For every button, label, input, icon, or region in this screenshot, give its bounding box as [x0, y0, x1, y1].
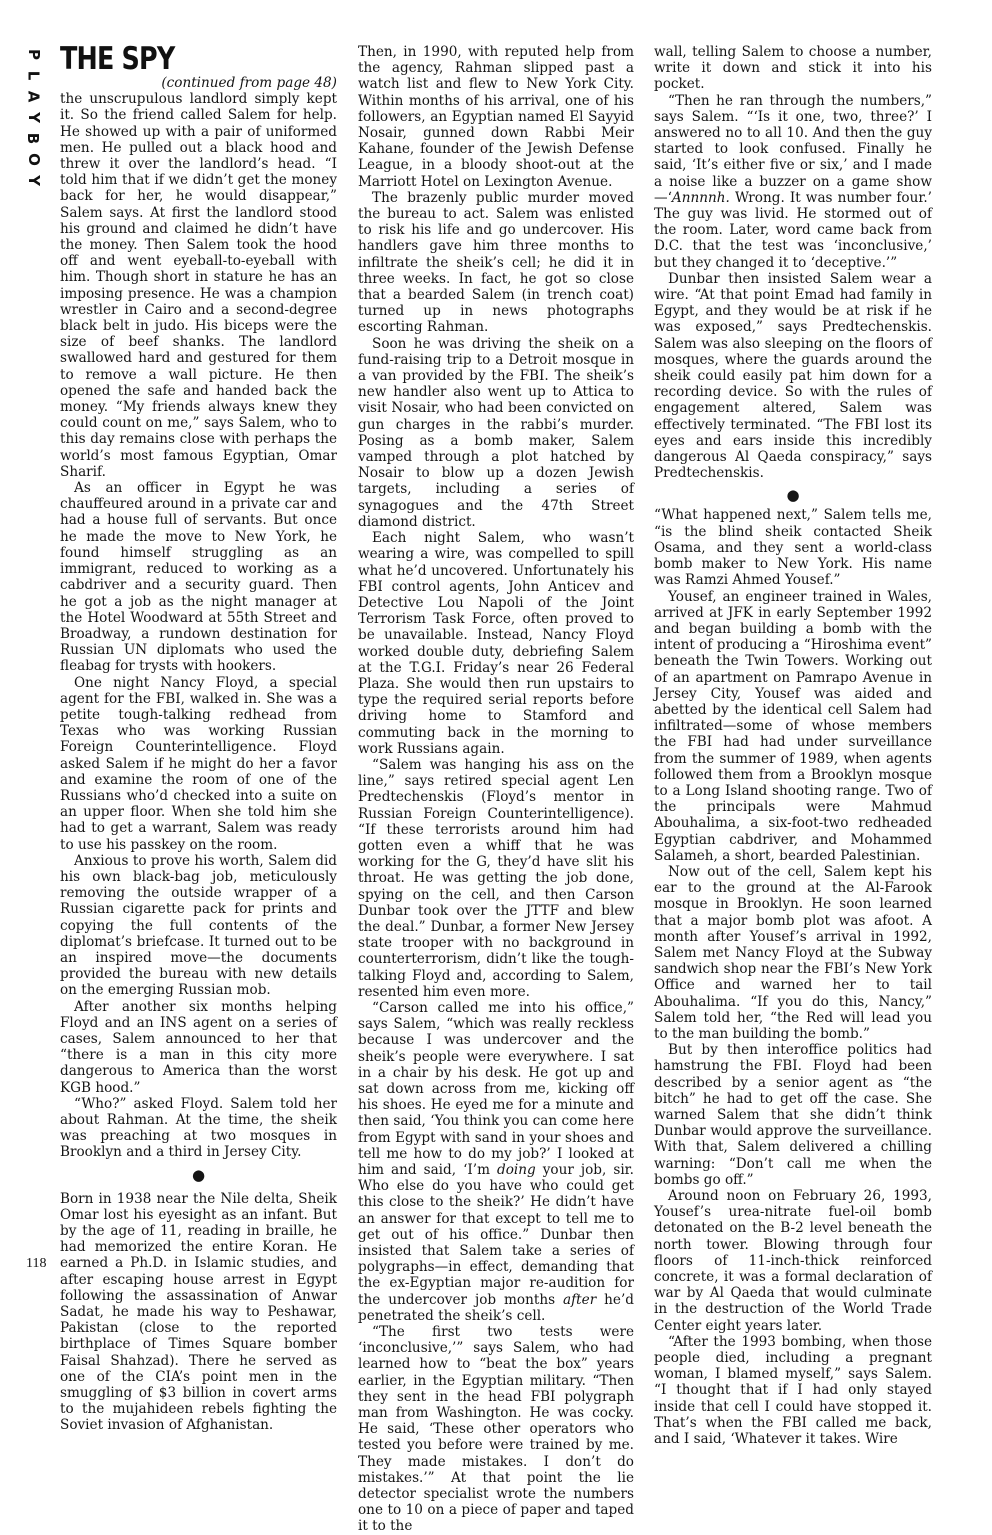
paragraph: “What happened next,” Salem tells me, “is the blind sheik contacted Sheik Osama, and they sent a world-class bomb maker to New York. His name was Ramzi Ahmed Yousef.” [654, 507, 932, 589]
paragraph: “Who?” asked Floyd. Salem told her about Rahman. At the time, the sheik was preaching at two mosques in Brooklyn and a third in Jersey City. [60, 1095, 337, 1161]
paragraph: Yousef, an engineer trained in Wales, arrived at JFK in early September 1992 and began building a bomb with the intent of producing a “Hiroshima event” beneath the Twin Towers. Working out of an apartment on Pamrapo Avenue in Jersey City, Yousef was aided and abetted by the identical cell Salem had infiltrated—some of whose members the FBI had had under surveillance from the summer of 1989, when agents followed them from a Brooklyn mosque to a Long Island shooting range. Two of the principals were Mahmud Abouhalima, a six-foot-two redheaded Egyptian cabdriver, and Mohammed Salameh, a short, bearded Palestinian. [654, 588, 932, 864]
column-2 [358, 44, 634, 1535]
paragraph: “Salem was hanging his ass on the line,” says retired special agent Len Predtechenskis (Floyd’s mentor in Russian Foreign Counterintelligence). “If these terrorists around him had gotten even a whiff that he was working for the G, they’d have slit his throat. He was getting the job done, spying on the cell, and then Carson Dunbar took over the JTTF and blew the deal.” Dunbar, a former New Jersey state trooper with no background in counterterrorism, didn’t like the tough-talking Floyd and, according to Salem, resented him even more. [358, 756, 634, 1000]
paragraph: One night Nancy Floyd, a special agent for the FBI, walked in. She was a petite tough-talking redhead from Texas who was working Russian Foreign Counterintelligence. Floyd asked Salem if he might do her a favor and examine the room of one of the Russians who’d checked into a suite on an upper floor. When she told him she had to get a warrant, Salem was ready to use his passkey on the room. [60, 674, 337, 853]
paragraph: Now out of the cell, Salem kept his ear to the ground at the Al-Farook mosque in Brooklyn. He soon learned that a major bomb plot was afoot. A month after Yousef’s arrival in 1992, Salem met Nancy Floyd at the Subway sandwich shop near the FBI’s New York Office and warned her to tail Abouhalima. “If you do this, Nancy,” Salem told her, “the Red will lead you to the man building the bomb.” [654, 863, 932, 1042]
paragraph: Around noon on February 26, 1993, Yousef’s urea-nitrate fuel-oil bomb detonated on the B-2 level beneath the north tower. Blowing through four floors of 11-inch-thick reinforced concrete, it was a formal declaration of war by Al Qaeda that would culminate in the destruction of the World Trade Center eight years later. [654, 1188, 932, 1334]
page-number: 118 [26, 1256, 47, 1271]
paragraph: After another six months helping Floyd and an INS agent on a series of cases, Salem announced to her that “there is a man in this city more dangerous to America than the worst KGB hood.” [60, 998, 337, 1096]
paragraph: Soon he was driving the sheik on a fund-raising trip to a Detroit mosque in a van provided by the FBI. The sheik’s new handler also went up to Attica to visit Nosair, who had been convicted on gun charges in the rabbi’s murder. Posing as a bomb maker, Salem vamped through a plot hatched by Nosair to blow up a dozen Jewish targets, including a series of synagogues and the 47th Street diamond district. [358, 335, 634, 530]
section-break-bullet: ● [191, 1165, 206, 1184]
paragraph: As an officer in Egypt he was chauffeured around in a private car and had a house full of servants. But once he made the move to New York, he found himself struggling as an immigrant, reduced to working as a cabdriver and a security guard. Then he got a job as the night manager at the Hotel Woodward at 55th Street and Broadway, a rundown destination for Russian UN diplomats who used the fleabag for trysts with hookers. [60, 480, 337, 675]
column-3 [654, 44, 932, 1447]
article-headline: THE SPY [60, 41, 175, 77]
paragraph: “Then he ran through the numbers,” says Salem. “‘Is it one, two, three?’ I answered no to all 10. And then the guy started to look confused. Finally he said, ‘It’s either five or six,’ and I made a noise like a buzzer on a game show—‘Annnnh. Wrong. It was number four.’ The guy was livid. He stormed out of the room. Later, word came back from D.C. that the test was ‘inconclusive,’ but they changed it to ‘deceptive.’” [654, 92, 932, 271]
paragraph: The brazenly public murder moved the bureau to act. Salem was enlisted to risk his life and go undercover. His handlers gave him three months to infiltrate the sheik’s cell; he did it in three weeks. In fact, he got so close that a bearded Salem (in trench coat) turned up in news photographs escorting Rahman. [358, 189, 634, 336]
paragraph: the unscrupulous landlord simply kept it. So the friend called Salem for help. He showed up with a pair of uniformed men. He pulled out a black hood and threw it over the landlord’s head. “I told him that if we didn’t get the money back for her, he would disappear,” Salem says. At first the landlord stood his ground and claimed he didn’t have the money. Then Salem took the hood off and went eyeball-to-eyeball with him. Though short in stature he has an imposing presence. He was a champion wrestler in Cairo and a second-degree black belt in judo. His biceps were the size of beef shanks. The landlord swallowed hard and gestured for them to remove a wall picture. He then opened the safe and handed back the money. “My friends always knew they could count on me,” says Salem, who to this day remains close with perhaps the world’s most famous Egyptian, Omar Sharif. [60, 91, 337, 480]
column-1 [60, 41, 337, 1434]
paragraph: “The first two tests were ‘inconclusive,’” says Salem, who had learned how to “beat the box” years earlier, in the Egyptian military. “Then they sent in the head FBI polygraph man from Washington. He was cocky. He said, ‘These other operators who tested you before were trained by me. They made mistakes. I don’t do mistakes.’” At that point the lie detector specialist wrote the numbers one to 10 on a piece of paper and taped it to the [358, 1324, 634, 1535]
paragraph: Then, in 1990, with reputed help from the agency, Rahman slipped past a watch list and flew to New York City. Within months of his arrival, one of his followers, an Egyptian named El Sayyid Nosair, gunned down Rabbi Meir Kahane, founder of the Jewish Defense League, in a bloody shoot-out at the Marriott Hotel on Lexington Avenue. [358, 44, 634, 190]
paragraph: Each night Salem, who wasn’t wearing a wire, was compelled to spill what he’d uncovered. Unfortunately his FBI control agents, John Anticev and Detective Lou Napoli of the Joint Terrorism Task Force, often proved to be unavailable. Instead, Nancy Floyd worked double duty, debriefing Salem at the T.G.I. Friday’s near 26 Federal Plaza. She would then run upstairs to type the required serial reports before driving home to Stamford and commuting back in the morning to work Russians again. [358, 530, 634, 757]
paragraph: “Carson called me into his office,” says Salem, “which was really reckless because I was undercover and the sheik’s people were everywhere. I sat in a chair by his desk. He got up and sat down across from me, kicking off his shoes. He eyed me for a minute and then said, ‘You think you can come here from Egypt with sand in your shoes and tell me how to do my job?’ I looked at him and said, ‘I’m doing your job, sir. Who else do you have who could get this close to the sheik?’ He didn’t have an answer for that except to tell me to get out of his office.” Dunbar then insisted that Salem take a series of polygraphs—in effect, demanding that the ex-Egyptian major re-audition for the undercover job months after he’d penetrated the sheik’s cell. [358, 999, 634, 1324]
paragraph: Anxious to prove his worth, Salem did his own black-bag job, meticulously removing the outside wrapper of a Russian cigarette pack for prints and copying the full contents of the diplomat’s briefcase. It turned out to be an inspired move—the documents provided the bureau with new details on the emerging Russian mob. [60, 852, 337, 999]
paragraph: Dunbar then insisted Salem wear a wire. “At that point Emad had family in Egypt, and they would be at risk if he was exposed,” says Predtechenskis. Salem was also sleeping on the floors of mosques, where the guards around the sheik could easily pat him down for a recording device. So with the rules of engagement altered, Salem was effectively terminated. “The FBI lost its eyes and ears inside this incredibly dangerous Al Qaeda conspiracy,” says Predtechenskis. [654, 270, 932, 482]
continued-note: (continued from page 48) [161, 75, 337, 91]
magazine-name-vertical: P L A Y B O Y [24, 49, 43, 186]
paragraph: “After the 1993 bombing, when those people died, including a pregnant woman, I blamed myself,” says Salem. “I thought that if I had only stayed inside that cell I could have stopped it. That’s when the FBI called me back, and I said, ‘Whatever it takes. Wire [654, 1333, 932, 1448]
paragraph: But by then interoffice politics had hamstrung the FBI. Floyd had been described by a senior agent as “the bitch” he had to get off the case. She warned Salem that she didn’t think Dunbar would approve the surveillance. With that, Salem delivered a chilling warning: “Don’t call me when the bombs go off.” [654, 1042, 932, 1188]
section-break-bullet: ● [786, 486, 800, 505]
paragraph: wall, telling Salem to choose a number, write it down and stick it into his pocket. [654, 44, 932, 93]
paragraph: Born in 1938 near the Nile delta, Sheik Omar lost his eyesight as an infant. But by the age of 11, reading in braille, he had memorized the entire Koran. He earned a Ph.D. in Islamic studies, and after escaping house arrest in Egypt following the assassination of Anwar Sadat, he made his way to Peshawar, Pakistan (close to the reported birthplace of Times Square bomber Faisal Shahzad). There he served as one of the CIA’s point men in the smuggling of $3 billion in covert arms to the mujahideen rebels fighting the Soviet invasion of Afghanistan. [60, 1190, 337, 1434]
